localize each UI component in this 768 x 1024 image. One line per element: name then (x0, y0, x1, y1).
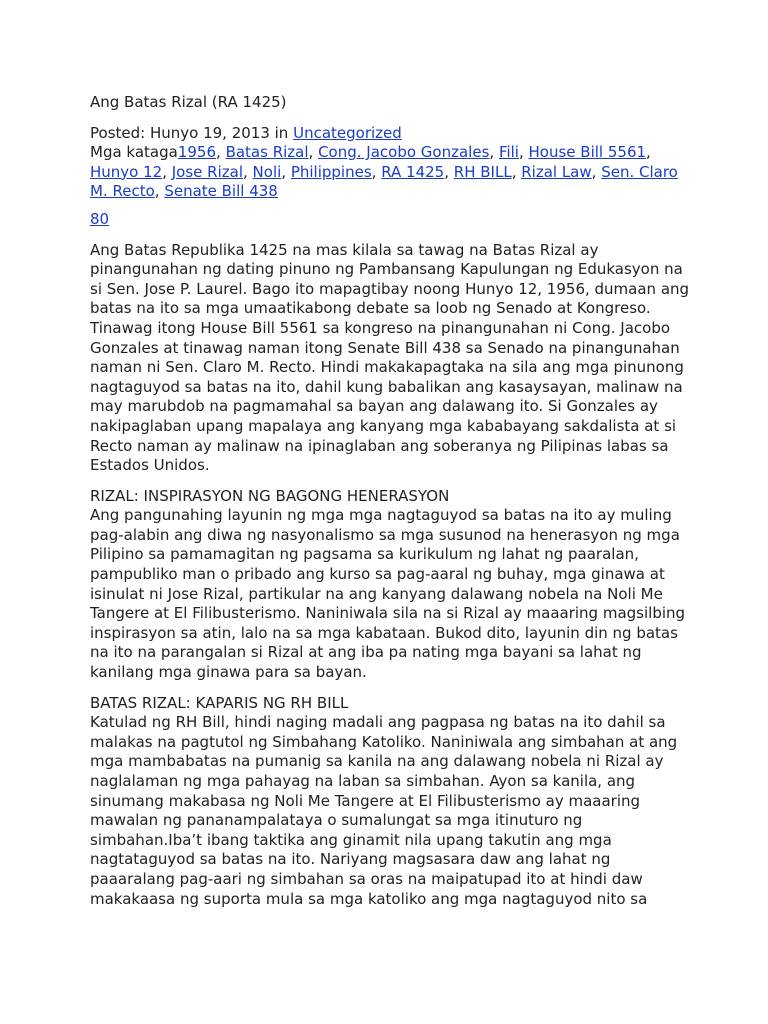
tag-separator: , (489, 143, 499, 162)
tag-separator: , (162, 162, 172, 181)
tag-list (90, 143, 678, 200)
section-text: Katulad ng RH Bill, hindi naging madali ang pagpasa ng batas na ito dahil sa malakas na pagtutol ng Simbahang Katoliko. Naniniwala ang simbahan at ang mga mambabatas na pumanig sa kanila na ang dalawang nobela ni Rizal ay naglalaman ng mga pahayag na laban sa simbahan. Ayon sa kanila, ang sinumang makabasa ng Noli Me Tangere at El Filibusterismo ay maaaring mawalan ng pananampalataya o sumalungat sa mga itinuturo ng simbahan.Iba’t ibang taktika ang ginamit nila upang takutin ang mga nagtataguyod sa batas na ito. Nariyang magsasara daw ang lahat ng paaaralang pag-aari ng simbahan sa oras na maipatupad ito at hindi daw makakaasa ng suporta mula sa mga katoliko ang mga nagtaguyod nito sa (90, 713, 678, 908)
tag-link[interactable]: Cong. Jacobo Gonzales (318, 143, 490, 162)
tag-separator: , (308, 143, 319, 162)
tag-link[interactable]: Senate Bill 438 (164, 182, 278, 201)
tag-separator: , (518, 143, 529, 162)
section-heading: RIZAL: INSPIRASYON NG BAGONG HENERASYON (90, 486, 450, 505)
tag-separator: , (591, 162, 602, 181)
section-rh-bill (90, 694, 690, 910)
tag-separator: , (444, 162, 454, 181)
category-link[interactable]: Uncategorized (293, 123, 402, 142)
comment-count-link[interactable]: 80 (90, 209, 110, 228)
tag-link[interactable]: Hunyo 12 (90, 162, 163, 181)
tag-link[interactable]: Philippines (290, 162, 372, 181)
tag-link[interactable]: Batas Rizal (225, 143, 309, 162)
post-title: Ang Batas Rizal (RA 1425) (90, 93, 287, 111)
tag-separator: , (243, 162, 253, 181)
comments (90, 210, 690, 230)
section-inspirasyon (90, 487, 690, 683)
intro-paragraph: Ang Batas Republika 1425 na mas kilala sa tawag na Batas Rizal ay pinangunahan ng dating pinuno ng Pambansang Kapulungan ng Edukasyon na si Sen. Jose P. Laurel. Bago ito mapagtibay noong Hunyo 12, 1956, dumaan ang batas na ito sa mga umaatikabong debate sa loob ng Senado at Kongreso. Tinawag itong House Bill 5561 sa kongreso na pinangunahan ni Cong. Jacobo Gonzales at tinawag naman itong Senate Bill 438 sa Senado na pinangunahan naman ni Sen. Claro M. Recto. Hindi makakapagtaka na sila ang mga pinunong nagtaguyod sa batas na ito, dahil kung babalikan ang kasaysayan, malinaw na may marubdob na pagmamahal sa bayan ang dalawang ito. Si Gonzales ay nakipaglaban upang mapalaya ang kanyang mga kababayang sakdalista at si Recto naman ay malinaw na ipinaglaban ang soberanya ng Pilipinas labas sa Estados Unidos. (90, 240, 690, 475)
tag-link[interactable]: Rizal Law (521, 162, 592, 181)
tag-link[interactable]: Jose Rizal (171, 162, 243, 181)
section-heading: BATAS RIZAL: KAPARIS NG RH BILL (90, 693, 349, 712)
tag-link[interactable]: Fili (498, 143, 519, 162)
post-article (90, 93, 690, 920)
tag-separator: , (154, 182, 165, 201)
tag-link[interactable]: RA 1425 (381, 162, 445, 181)
tags-line (90, 143, 690, 202)
tag-separator: , (281, 162, 291, 181)
tag-separator: , (646, 143, 651, 162)
tag-separator: , (511, 162, 522, 181)
tag-link[interactable]: Noli (252, 162, 282, 181)
tag-link[interactable]: Sen. Claro M. Recto (90, 162, 678, 201)
tag-link[interactable]: RH BILL (453, 162, 512, 181)
tag-separator: , (371, 162, 382, 181)
posted-date: Posted: Hunyo 19, 2013 in (90, 123, 294, 142)
post-meta (90, 124, 690, 144)
tag-separator: , (216, 143, 226, 162)
section-text: Ang pangunahing layunin ng mga mga nagtaguyod sa batas na ito ay muling pag-alabin ang diwa ng nasyonalismo sa mga susunod na henerasyon ng mga Pilipino sa pamamagitan ng pagsama sa kurikulum ng lahat ng paaralan, pampubliko man o pribado ang kurso sa pag-aaral ng buhay, mga ginawa at isinulat ni Jose Rizal, partikular na ang kanyang dalawang nobela na Noli Me Tangere at El Filibusterismo. Naniniwala sila na si Rizal ay maaaring magsilbing inspirasyon sa atin, lalo na sa mga kabataan. Bukod dito, layunin din ng batas na ito na parangalan si Rizal at ang iba pa nating mga bayani sa lahat ng kanilang mga ginawa para sa bayan. (90, 506, 686, 682)
tag-link[interactable]: House Bill 5561 (528, 143, 647, 162)
tag-link[interactable]: 1956 (177, 143, 217, 162)
tags-label: Mga kataga (90, 143, 178, 162)
